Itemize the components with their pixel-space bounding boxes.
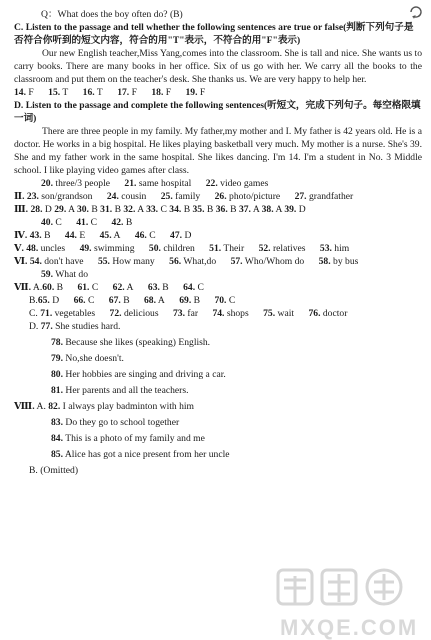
answer-value: She studies hard. bbox=[55, 321, 121, 332]
answer-value: C bbox=[91, 282, 99, 293]
answer-value: A bbox=[275, 204, 282, 215]
section-numeral: Ⅳ. bbox=[14, 230, 28, 241]
watermark-glyphs-icon bbox=[260, 564, 425, 608]
question-line: Q：What does the boy often do? (B) bbox=[41, 9, 183, 20]
answer-value: three/3 people bbox=[55, 178, 111, 189]
answer-number: 39. bbox=[284, 204, 297, 215]
section-numeral: Ⅷ. bbox=[14, 401, 35, 412]
answer-value: video games bbox=[220, 178, 269, 189]
section-3-answers-row2 bbox=[14, 216, 422, 229]
answer-value: D bbox=[184, 230, 192, 241]
answer-number: 44. bbox=[64, 230, 77, 241]
answer-number: 48. bbox=[26, 243, 39, 254]
answer-number: 75. bbox=[263, 308, 276, 319]
answer-value: him bbox=[334, 243, 350, 254]
answer-value: Who/Whom do bbox=[244, 256, 305, 267]
answer-value: wait bbox=[277, 308, 295, 319]
answer-number: 63. bbox=[147, 282, 160, 293]
section-8-a-82 bbox=[14, 400, 422, 413]
answer-number: 81. bbox=[51, 385, 63, 396]
answer-value: children bbox=[163, 243, 195, 254]
answer-value: T bbox=[62, 87, 69, 98]
answer-value: F bbox=[165, 87, 172, 98]
answer-number: 29. bbox=[54, 204, 67, 215]
answer-number: 31. bbox=[100, 204, 113, 215]
answer-value: How many bbox=[112, 256, 155, 267]
answer-number: 57. bbox=[230, 256, 243, 267]
answer-number: 23. bbox=[26, 191, 39, 202]
answer-value: C bbox=[160, 204, 167, 215]
answer-number: 14. bbox=[14, 87, 26, 98]
answer-value: D bbox=[52, 295, 60, 306]
section-numeral: Ⅵ. bbox=[14, 256, 28, 267]
answer-number: 66. bbox=[73, 295, 86, 306]
answer-value: A bbox=[157, 295, 165, 306]
answer-number: 54. bbox=[29, 256, 42, 267]
answer-value: A bbox=[252, 204, 260, 215]
answer-value: Alice has got a nice present from her uncle bbox=[64, 449, 230, 460]
answer-value: grandfather bbox=[308, 191, 354, 202]
answer-number: 40. bbox=[41, 217, 53, 228]
answer-value: B bbox=[162, 282, 169, 293]
answer-value: vegetables bbox=[54, 308, 96, 319]
answer-number: 38. bbox=[261, 204, 274, 215]
answer-number: 47. bbox=[170, 230, 183, 241]
section-c-answers bbox=[14, 86, 422, 99]
answer-number: 84. bbox=[51, 433, 63, 444]
section-d-answers bbox=[14, 177, 422, 190]
answer-number: 22. bbox=[205, 178, 218, 189]
answer-value: T bbox=[96, 87, 103, 98]
part-label: D. bbox=[29, 321, 39, 332]
section-d-passage: There are three people in my family. My father,my mother and I. My father is 42 years old. He is a doctor. He works in a big hospital. He likes playing basketball very much. My mother is a nurse. She's 39. She and my father work in the same hospital. She likes dancing. I'm 14. I'm a student in No. 3 Middle school. I like playing video games after class. bbox=[14, 126, 422, 176]
answer-number: 70. bbox=[214, 295, 227, 306]
answer-value: B bbox=[123, 295, 130, 306]
answer-value: B bbox=[125, 217, 133, 228]
answer-number: 68. bbox=[144, 295, 156, 306]
answer-number: 37. bbox=[238, 204, 251, 215]
answer-value: Her hobbies are singing and driving a car. bbox=[65, 369, 226, 380]
answer-value: D bbox=[44, 204, 52, 215]
answer-number: 24. bbox=[106, 191, 119, 202]
answer-value: son/grandson bbox=[41, 191, 93, 202]
answer-number: 20. bbox=[41, 178, 53, 189]
answer-number: 30. bbox=[76, 204, 89, 215]
answer-number: 33. bbox=[146, 204, 159, 215]
answer-number: 85. bbox=[51, 449, 63, 460]
answer-number: 32. bbox=[123, 204, 136, 215]
answer-number: 59. bbox=[41, 269, 53, 280]
answer-number: 46. bbox=[134, 230, 147, 241]
answer-value: delicious bbox=[123, 308, 159, 319]
answer-number: 16. bbox=[82, 87, 95, 98]
answer-number: 42. bbox=[111, 217, 124, 228]
answer-value: cousin bbox=[121, 191, 147, 202]
answer-number: 65. bbox=[37, 295, 50, 306]
answer-value: C bbox=[228, 295, 236, 306]
answer-value: family bbox=[175, 191, 201, 202]
answer-value: Their bbox=[223, 243, 245, 254]
answer-value: E bbox=[79, 230, 86, 241]
answer-value: B bbox=[56, 282, 64, 293]
answer-number: 26. bbox=[214, 191, 227, 202]
section-6-answers-row1 bbox=[14, 255, 422, 268]
answer-value: I always play badminton with him bbox=[62, 401, 195, 412]
part-label: C. bbox=[29, 308, 38, 319]
answer-number: 60. bbox=[42, 282, 55, 293]
answer-number: 64. bbox=[183, 282, 196, 293]
answer-value: swimming bbox=[93, 243, 135, 254]
answer-number: 43. bbox=[29, 230, 42, 241]
answer-value: A bbox=[137, 204, 144, 215]
answer-value: shops bbox=[226, 308, 249, 319]
answer-value: B bbox=[230, 204, 237, 215]
section-7-d-77 bbox=[14, 320, 422, 333]
answer-value: far bbox=[187, 308, 199, 319]
answer-value: This is a photo of my family and me bbox=[65, 433, 205, 444]
answer-number: 27. bbox=[294, 191, 307, 202]
answer-value: relatives bbox=[272, 243, 306, 254]
answer-value: C bbox=[149, 230, 156, 241]
answer-value: B bbox=[206, 204, 214, 215]
section-c-passage: Our new English teacher,Miss Yang,comes into the classroom. She is tall and nice. She wants us to carry books. There are many books in her office. Six of us go with her. We carry all the books to the classroom and put them on the teacher's desk. She thanks us. We are very happy to help her. bbox=[14, 48, 422, 85]
answer-number: 74. bbox=[212, 308, 225, 319]
answer-number: 82. bbox=[48, 401, 61, 412]
answer-number: 72. bbox=[109, 308, 122, 319]
answer-value: uncles bbox=[40, 243, 66, 254]
answer-number: 21. bbox=[124, 178, 137, 189]
answer-value: photo/picture bbox=[229, 191, 281, 202]
section-numeral: Ⅲ. bbox=[14, 204, 29, 215]
watermark-text: MXQE.COM bbox=[280, 615, 419, 640]
answer-number: 62. bbox=[112, 282, 125, 293]
part-label: A. bbox=[32, 282, 43, 293]
answer-number: 36. bbox=[215, 204, 228, 215]
answer-number: 80. bbox=[51, 369, 63, 380]
answer-number: 51. bbox=[209, 243, 222, 254]
section-numeral: Ⅴ. bbox=[14, 243, 24, 254]
answer-value: A bbox=[68, 204, 75, 215]
answer-number: 83. bbox=[51, 417, 63, 428]
section-7-d-78 bbox=[14, 336, 422, 349]
answer-number: 41. bbox=[76, 217, 89, 228]
answer-value: Because she likes (speaking) English. bbox=[65, 337, 211, 348]
answer-number: 18. bbox=[151, 87, 164, 98]
section-8-83 bbox=[14, 416, 422, 429]
answer-value: B bbox=[193, 295, 201, 306]
answer-value: B bbox=[44, 230, 51, 241]
answer-number: 50. bbox=[148, 243, 161, 254]
part-label: A. bbox=[36, 401, 46, 412]
answer-value: F bbox=[131, 87, 137, 98]
answer-number: 19. bbox=[185, 87, 198, 98]
section-8-b-line: B. (Omitted) bbox=[29, 465, 79, 476]
answer-number: 67. bbox=[108, 295, 121, 306]
answer-value: same hospital bbox=[138, 178, 192, 189]
answer-value: C bbox=[197, 282, 204, 293]
answer-number: 45. bbox=[99, 230, 112, 241]
answer-number: 58. bbox=[318, 256, 331, 267]
answer-number: 77. bbox=[40, 321, 53, 332]
answer-number: 69. bbox=[179, 295, 192, 306]
section-d-heading: D. Listen to the passage and complete the following sentences(听短文，完成下列句子。每空格限填一词) bbox=[14, 100, 421, 124]
answer-number: 73. bbox=[172, 308, 185, 319]
answer-value: B bbox=[114, 204, 121, 215]
answer-number: 79. bbox=[51, 353, 63, 364]
answer-number: 28. bbox=[30, 204, 43, 215]
section-8-85 bbox=[14, 448, 422, 461]
answer-value: by bus bbox=[333, 256, 359, 267]
answer-value: Do they go to school together bbox=[65, 417, 180, 428]
answer-value: B bbox=[183, 204, 191, 215]
section-7-c-answers bbox=[14, 307, 422, 320]
answer-number: 25. bbox=[160, 191, 173, 202]
answer-number: 76. bbox=[308, 308, 321, 319]
answer-content bbox=[14, 8, 422, 477]
answer-value: doctor bbox=[322, 308, 348, 319]
section-numeral: Ⅱ. bbox=[14, 191, 25, 202]
section-c-heading: C. Listen to the passage and tell whether the following sentences are true or false(判断下列句子是否符合你听到的短文内容，符合的用"T"表示，不符合的用"F"表示) bbox=[14, 22, 414, 46]
section-5-answers bbox=[14, 242, 422, 255]
answer-value: No,she doesn't. bbox=[65, 353, 124, 364]
answer-number: 71. bbox=[40, 308, 53, 319]
section-7-d-79 bbox=[14, 352, 422, 365]
answer-value: C bbox=[55, 217, 62, 228]
answer-value: C bbox=[87, 295, 95, 306]
answer-number: 35. bbox=[192, 204, 205, 215]
section-6-answers-row2 bbox=[14, 268, 422, 281]
answer-value: F bbox=[199, 87, 206, 98]
answer-value: D bbox=[298, 204, 306, 215]
answer-number: 49. bbox=[79, 243, 92, 254]
section-7-d-80 bbox=[14, 368, 422, 381]
answer-number: 56. bbox=[169, 256, 182, 267]
answer-value: What do bbox=[55, 269, 89, 280]
answer-value: C bbox=[90, 217, 98, 228]
answer-number: 55. bbox=[97, 256, 110, 267]
answer-value: Her parents and all the teachers. bbox=[65, 385, 189, 396]
section-7-d-81 bbox=[14, 384, 422, 397]
section-7-b-answers bbox=[14, 294, 422, 307]
part-label: B. bbox=[29, 295, 38, 306]
answer-number: 61. bbox=[77, 282, 90, 293]
answer-number: 52. bbox=[258, 243, 271, 254]
section-3-answers-row1 bbox=[14, 203, 422, 216]
answer-number: 78. bbox=[51, 337, 63, 348]
watermark-logo bbox=[260, 564, 425, 640]
answer-value: A bbox=[113, 230, 121, 241]
answer-number: 53. bbox=[319, 243, 332, 254]
section-numeral: Ⅶ. bbox=[14, 282, 32, 293]
answer-number: 17. bbox=[117, 87, 130, 98]
section-7-a-answers bbox=[14, 281, 422, 294]
answer-value: B bbox=[91, 204, 98, 215]
section-4-answers bbox=[14, 229, 422, 242]
answer-value: What,do bbox=[183, 256, 217, 267]
answer-number: 15. bbox=[48, 87, 61, 98]
answer-number: 34. bbox=[169, 204, 182, 215]
section-2-answers bbox=[14, 190, 422, 203]
section-8-84 bbox=[14, 432, 422, 445]
answer-value: F bbox=[28, 87, 34, 98]
answer-value: don't have bbox=[44, 256, 84, 267]
answer-value: A bbox=[126, 282, 134, 293]
